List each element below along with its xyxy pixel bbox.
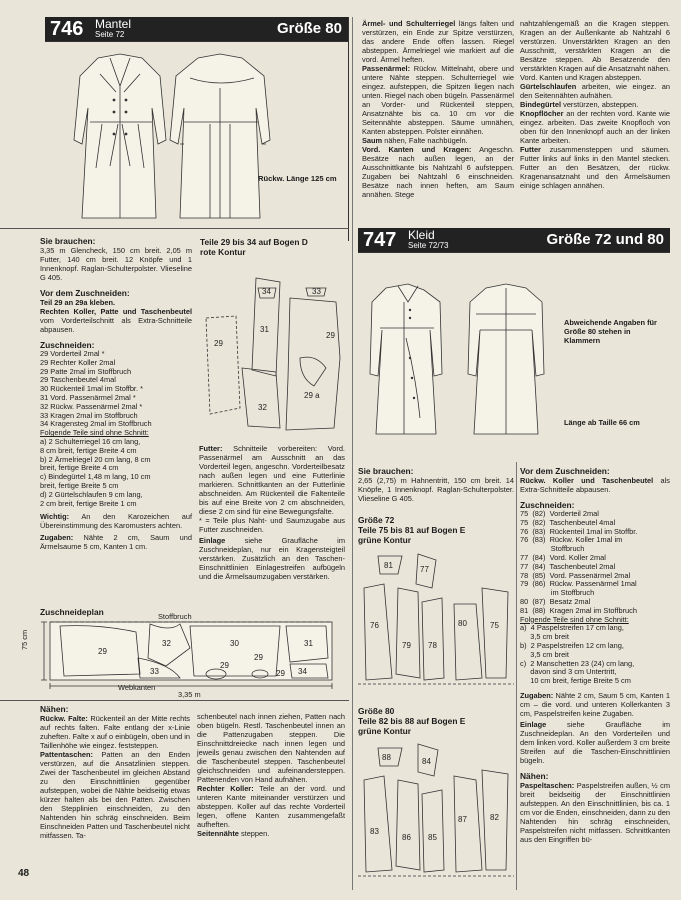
list-item: a) 2 Schulterriegel 16 cm lang, bbox=[40, 436, 141, 446]
svg-text:80: 80 bbox=[458, 619, 467, 628]
naehen-746-col2 bbox=[197, 712, 345, 838]
futter-block bbox=[199, 444, 345, 581]
list-item: c) Bindegürtel 1,48 m lang, 10 cm bbox=[40, 472, 151, 482]
svg-text:85: 85 bbox=[428, 833, 437, 842]
vor-dem-bold: Rechten Koller, Patte und Taschenbeutel bbox=[40, 307, 192, 316]
teile-subtitle: rote Kontur bbox=[200, 247, 246, 257]
svg-text:33: 33 bbox=[312, 287, 321, 296]
futter-note bbox=[199, 444, 345, 516]
list-item: 79 (86) Rückw. Passenärmel 1mal bbox=[520, 579, 637, 589]
pattern-746-seite: Seite 72 bbox=[95, 30, 125, 39]
pattern-746-number: 746 bbox=[50, 18, 84, 40]
pattern-747-length-label: Länge ab Taille 66 cm bbox=[564, 418, 640, 427]
naehen-para: Vord. Kanten und Kragen: Angeschn. Besätze nach außen legen, an der Ausschnittkante bis Nahtzahl 6 aufsteppen. Zugaben bei Nahtzahl 6 einschneiden. Besätze nach innen heften, am Saum annähen. Stege bbox=[362, 145, 514, 199]
teile-title: Teile 29 bis 34 auf Bogen D bbox=[200, 237, 308, 247]
ohne-schnitt-title: Folgende Teile sind ohne Schnitt: bbox=[40, 428, 149, 438]
naehen-para: Passenärmel: Rückw. Mittelnaht, obere und untere Nähte steppen. Schulterriegel wie eingez. aufsteppen, die Spitzen liegen nach unten. Riegel nach oben bügeln. Passenärmel an Vorder- und Rückenteil steppen, Ansatznähte bis ca. 10 cm vor die Seitennähte absteppen. Säume umnähen, Kanten absteppen. Polster einnähen. bbox=[362, 64, 515, 136]
pattern-747-header bbox=[358, 228, 670, 252]
plan-piece-label: 29 bbox=[220, 661, 229, 670]
ohne-schnitt-list bbox=[40, 438, 192, 508]
divider bbox=[0, 228, 349, 229]
groesse-80-header: Größe 80 Teile 82 bis 88 auf Bogen E grüne Kontur bbox=[358, 706, 466, 736]
list-item: b) 2 Ärmelriegel 20 cm lang, 8 cm bbox=[40, 454, 151, 464]
list-item: 75 (82) Vorderteil 2mal bbox=[520, 509, 599, 518]
list-item: 30 Rückenteil 1mal im Stoffbr. * bbox=[40, 384, 143, 394]
zuschneiden-title: Zuschneiden: bbox=[520, 500, 575, 510]
list-item: a) 4 Paspelstreifen 17 cm lang, bbox=[520, 623, 624, 633]
naehen-para: Rechter Koller: Teile an der vord. und unteren Kante miteinander verstürzen und absteppen. Koller auf das rechte Vorderteil legen, offene Kanten zusammengefaßt aufheften. bbox=[197, 784, 346, 829]
plan-piece-label: 34 bbox=[298, 667, 307, 676]
svg-text:29 a: 29 a bbox=[304, 391, 320, 400]
list-item: 3,5 cm breit bbox=[520, 632, 569, 642]
svg-text:29: 29 bbox=[214, 339, 223, 348]
plan-piece-label: 29 bbox=[276, 669, 285, 678]
list-item: c) 2 Manschetten 23 (24) cm lang, bbox=[520, 658, 635, 668]
plan-height-label: 75 cm bbox=[20, 629, 29, 650]
futter-text: Schnitteile vorbereiten: Vord. Passenärmel am Ausschnitt an das Vorderteil legen, angeschn. Vorderteilbesatz nach außen legen und eine Futterlinie markieren. Schnittkanten an der Futterlinie abschneiden. Am Rückenteil die Faltenteile bis auf eine Breite von 2 cm abschneiden, diese 2 cm sind für eine Bewegungsfalte. bbox=[199, 444, 345, 516]
divider bbox=[45, 41, 348, 42]
list-item: 32 Rückw. Passenärmel 2mal * bbox=[40, 401, 143, 411]
list-item: 29 Vorderteil 2mal * bbox=[40, 349, 105, 358]
plan-width-label: 3,35 m bbox=[178, 690, 201, 699]
plan-piece-label: 33 bbox=[150, 667, 159, 676]
svg-text:76: 76 bbox=[370, 621, 379, 630]
cutting-layout bbox=[40, 618, 340, 690]
zugaben-text: Nähte 2 cm, Saum und Ärmelsaume 5 cm, Kanten 1 cm. bbox=[40, 533, 192, 552]
naehen-para: Gürtelschlaufen arbeiten, wie eingez. an den Seitennähten aufnähen. bbox=[520, 82, 670, 100]
vor-dem-rest: vom Vorderteilschnitt als Extra-Schnitteile abpausen. bbox=[40, 316, 192, 334]
list-item: davon sind 3 cm Untertritt, bbox=[520, 667, 617, 677]
plan-piece-label: 29 bbox=[254, 653, 263, 662]
svg-text:29: 29 bbox=[326, 331, 335, 340]
pattern-746-length-label: Rückw. Länge 125 cm bbox=[258, 174, 337, 183]
naehen-para: Rückw. Falte: Rückenteil an der Mitte rechts auf rechts falten. Falte entlang der x-Linie zuheften. Falte x auf o einbügeln, oben und in Taillenhöhe wie eingez. feststeppen. bbox=[40, 714, 191, 750]
pattern-747-seite: Seite 72/73 bbox=[408, 241, 449, 250]
list-item: 80 (87) Besatz 2mal bbox=[520, 596, 591, 606]
list-item: 76 (83) Rückw. Koller 1mal im bbox=[520, 535, 623, 545]
zugaben-note bbox=[40, 533, 192, 551]
plan-piece-label: 31 bbox=[304, 639, 313, 648]
list-item: 34 Kragensteg 2mal im Stoffbruch bbox=[40, 419, 152, 429]
pattern-746-name: Mantel bbox=[95, 17, 132, 31]
pattern-746-size: Größe 80 bbox=[276, 20, 342, 37]
pattern-pieces-80 bbox=[358, 740, 514, 880]
svg-text:32: 32 bbox=[258, 403, 267, 412]
pattern-747-name: Kleid bbox=[408, 228, 435, 242]
ohne-schnitt-title: Folgende Teile sind ohne Schnitt: bbox=[520, 614, 629, 624]
paspel-note: Paspeltaschen: Paspelstreifen außen, ½ cm breit beidseitig der Einschnittlinien aufsteppen. An den Einschnittlinien, bis ca. 1 cm vor die Enden, einschneiden, dann zu den Nahtenden hin schräg einschneiden, Paspelstreifen nicht mitfassen. Schnittkanten aus den Eingriffen bü- bbox=[520, 780, 670, 844]
svg-text:81: 81 bbox=[384, 561, 393, 570]
vor-dem-line1: Teil 29 an 29a kleben. bbox=[40, 298, 116, 307]
materials-text: 3,35 m Glencheck, 150 cm breit. 2,05 m Futter, 140 cm breit. 12 Knöpfe und 1 Innenknopf. Raglan-Schulterpolster. Vlieseline G 405. bbox=[40, 246, 192, 282]
list-item: 8 cm breit, fertige Breite 4 cm bbox=[40, 445, 137, 455]
plan-piece-label: 29 bbox=[98, 647, 107, 656]
svg-text:31: 31 bbox=[260, 325, 269, 334]
einlage-note: Einlage siehe Graufläche im Zuschneideplan. An den Vorderteilen und dem linken vord. Koller außerdem 3 cm breite Streifen auf die Taschen-Einschnittlinien bügeln. bbox=[520, 719, 670, 765]
einlage-label: Einlage bbox=[199, 536, 226, 545]
pattern-pieces-72 bbox=[358, 548, 514, 688]
materials-text: 2,65 (2,75) m Hahnentritt, 150 cm breit. 14 Knöpfe, 1 Innenknopf. Raglan-Schulterpolster. Vlieseline G 405. bbox=[358, 476, 514, 503]
futter-star-note: * = Teile plus Naht- und Saumzugabe aus Futter zuschneiden. bbox=[199, 516, 345, 534]
wichtig-text: An den Karozeichen auf Übereinstimmung des Karomusters achten. bbox=[40, 512, 193, 531]
pattern-747-materials bbox=[358, 466, 514, 503]
svg-text:78: 78 bbox=[428, 641, 437, 650]
list-item: d) 2 Gürtelschlaufen 9 cm lang, bbox=[40, 489, 143, 499]
svg-text:86: 86 bbox=[402, 833, 411, 842]
plan-piece-label: 32 bbox=[162, 639, 171, 648]
plan-piece-label: 30 bbox=[230, 639, 239, 648]
wichtig-label: Wichtig: bbox=[40, 512, 70, 522]
futter-label: Futter: bbox=[199, 444, 223, 453]
plan-stoffbruch-label: Stoffbruch bbox=[158, 612, 192, 621]
vor-dem-zuschneiden-title: Vor dem Zuschneiden: bbox=[40, 288, 130, 298]
pattern-746-header bbox=[45, 17, 348, 41]
divider bbox=[348, 17, 349, 241]
wichtig-note bbox=[40, 512, 192, 530]
naehen-para: Bindegürtel verstürzen, absteppen. bbox=[520, 100, 639, 109]
naehen-para: Futter zusammensteppen und säumen. Futter links auf links in den Mantel stecken. Futter an den Besätzen, der rückw. Kragenansatznaht und den Ärmelsäumen einige schlagen annähen. bbox=[520, 145, 670, 190]
svg-text:34: 34 bbox=[262, 287, 271, 296]
plan-webkanten-label: Webkanten bbox=[118, 683, 156, 692]
list-item: Stoffbruch bbox=[520, 544, 585, 554]
zuschneiden-title: Zuschneiden: bbox=[40, 340, 95, 350]
pattern-747-size: Größe 72 und 80 bbox=[546, 231, 664, 248]
naehen-para: Saum nähen, Falte nachbügeln. bbox=[362, 136, 468, 145]
dress-illustration bbox=[356, 258, 556, 440]
pieces-list bbox=[520, 510, 670, 616]
pattern-747-instructions bbox=[520, 466, 670, 844]
pieces-list bbox=[40, 350, 192, 429]
list-item: breit, fertige Breite 4 cm bbox=[40, 463, 119, 473]
zugaben-label: Zugaben: bbox=[40, 533, 74, 543]
list-item: 78 (85) Vord. Passenärmel 2mal bbox=[520, 570, 631, 580]
zuschneideplan-title: Zuschneideplan bbox=[40, 607, 104, 617]
vor-dem-text bbox=[40, 307, 192, 334]
groesse-72-header: Größe 72 Teile 75 bis 81 auf Bogen E grüne Kontur bbox=[358, 515, 466, 545]
einlage-text: siehe Graufläche im Zuschneideplan, nur ein Kragensteigteil verstärken. Zusätzlich an den Taschen-Einschnittlinien Einlagestreifen aufbügeln und die Ärmelsaumzugaben verstärken. bbox=[199, 536, 345, 581]
svg-text:82: 82 bbox=[490, 813, 499, 822]
zugaben-note: Zugaben: Nähte 2 cm, Saum 5 cm, Kanten 1 cm – die vord. und unteren Kollerkanten 3 cm, Paspelstreifen keine Zugaben. bbox=[520, 690, 671, 718]
divider bbox=[0, 700, 349, 701]
coat-illustration bbox=[60, 48, 290, 226]
naehen-para: Pattentaschen: Patten an den Enden verstürzen, auf die Ansatzlinien steppen. Zwei der Taschenbeutel im gleichen Abstand zu den Einschnittlinien gegenüber aufsteppen, wobei die Nähte beidseitig etwas kürzer halten als bei den Patten. Zwischen den Stepplinien einschneiden, zu den Nahtenden hin schräg einschneiden. Beim Einschneiden Patten und Taschenbeutel nicht mitfassen. Ta- bbox=[40, 750, 190, 840]
list-item: 76 (83) Rückenteil 1mal im Stoffbr. bbox=[520, 526, 638, 536]
list-item: 77 (84) Vord. Koller 2mal bbox=[520, 552, 606, 562]
naehen-para: nahtzahlengemäß an die Kragen steppen. Kragen an der Außenkante ab Nahtzahl 6 verstürzen. Unverstärkten Kragen an den Ausschnitt, verstärkten Kragen an die Besätze steppen. Ab Besatzende den verstärkten Kragen auf die Ansatznaht nähen. Vord. Kanten und Kragen absteppen. bbox=[520, 19, 670, 82]
svg-text:88: 88 bbox=[382, 753, 391, 762]
naehen-para: schenbeutel nach innen ziehen, Patten nach oben bügeln. Restl. Taschenbeutel innen an die Pattenzugaben steppen. Die Einschnittdreiecke nach innen legen und jeweils genau zwischen den Nahtenden auf die Taschenbeutel steppen. Taschenbeutel gleichschneiden und aufeinandersteppen. Pattenenden von Hand aufnähen. bbox=[197, 712, 345, 784]
list-item: 3,5 cm breit bbox=[520, 649, 569, 659]
svg-text:84: 84 bbox=[422, 757, 431, 766]
pattern-pieces-diagram bbox=[196, 258, 346, 438]
list-item: 2 cm breit, fertige Breite 1 cm bbox=[40, 498, 137, 508]
naehen-title: Nähen: bbox=[520, 770, 549, 781]
naehen-para: Seitennähte steppen. bbox=[197, 829, 270, 838]
naehen-para: Knopflöcher an der rechten vord. Kante wie eingez. arbeiten. Das zweite Knopfloch von oben für den Innenknopf auch an der linken Kante arbeiten. bbox=[520, 109, 670, 145]
list-item: 75 (82) Taschenbeutel 4mal bbox=[520, 517, 616, 527]
naehen-para: Ärmel- und Schulterriegel längs falten und verstürzen, ein Ende zur Spitze verstürzen, das andere Ende offen lassen. Riegel absteppen. Ärmelriegel wie markiert auf die vord. Ärmel heften. bbox=[362, 19, 515, 64]
pattern-747-abweichend: Abweichende Angaben für Größe 80 stehen in Klammern bbox=[564, 318, 657, 345]
vor-dem-zuschneiden-title: Vor dem Zuschneiden: bbox=[520, 466, 610, 476]
naehen-746-col4 bbox=[520, 19, 670, 190]
svg-text:87: 87 bbox=[458, 815, 467, 824]
materials-title: Sie brauchen: bbox=[358, 466, 414, 476]
pattern-747-number: 747 bbox=[363, 229, 397, 251]
page-number: 48 bbox=[18, 868, 30, 879]
naehen-746-col1 bbox=[40, 704, 190, 840]
list-item: 33 Kragen 2mal im Stoffbruch bbox=[40, 410, 138, 420]
divider bbox=[358, 252, 670, 253]
pattern-746-materials bbox=[40, 236, 192, 551]
list-item: 10 cm breit, fertige Breite 5 cm bbox=[520, 676, 631, 686]
list-item: 77 (84) Taschenbeutel 2mal bbox=[520, 561, 616, 571]
list-item: 29 Patte 2mal im Stoffbruch bbox=[40, 366, 132, 376]
naehen-title: Nähen: bbox=[40, 704, 69, 714]
list-item: b) 2 Paspelstreifen 12 cm lang, bbox=[520, 640, 624, 650]
svg-text:79: 79 bbox=[402, 641, 411, 650]
svg-text:83: 83 bbox=[370, 827, 379, 836]
divider bbox=[352, 17, 353, 890]
divider bbox=[516, 462, 517, 890]
svg-text:75: 75 bbox=[490, 621, 499, 630]
list-item: 81 (88) Kragen 2mal im Stoffbruch bbox=[520, 605, 637, 615]
list-item: 29 Rechter Koller 2mal bbox=[40, 357, 116, 367]
vor-dem-text: Rückw. Koller und Taschenbeutel als Extra-Schnitteile abpausen. bbox=[520, 476, 670, 494]
list-item: breit, fertige Breite 5 cm bbox=[40, 480, 119, 490]
naehen-746-col3 bbox=[362, 19, 514, 199]
list-item: 31 Vord. Passenärmel 2mal * bbox=[40, 392, 136, 402]
materials-title: Sie brauchen: bbox=[40, 236, 96, 246]
ohne-schnitt-list bbox=[520, 624, 670, 686]
list-item: 29 Taschenbeutel 4mal bbox=[40, 375, 116, 385]
svg-text:77: 77 bbox=[420, 565, 429, 574]
list-item: im Stoffbruch bbox=[520, 588, 595, 598]
einlage-note bbox=[199, 536, 345, 581]
